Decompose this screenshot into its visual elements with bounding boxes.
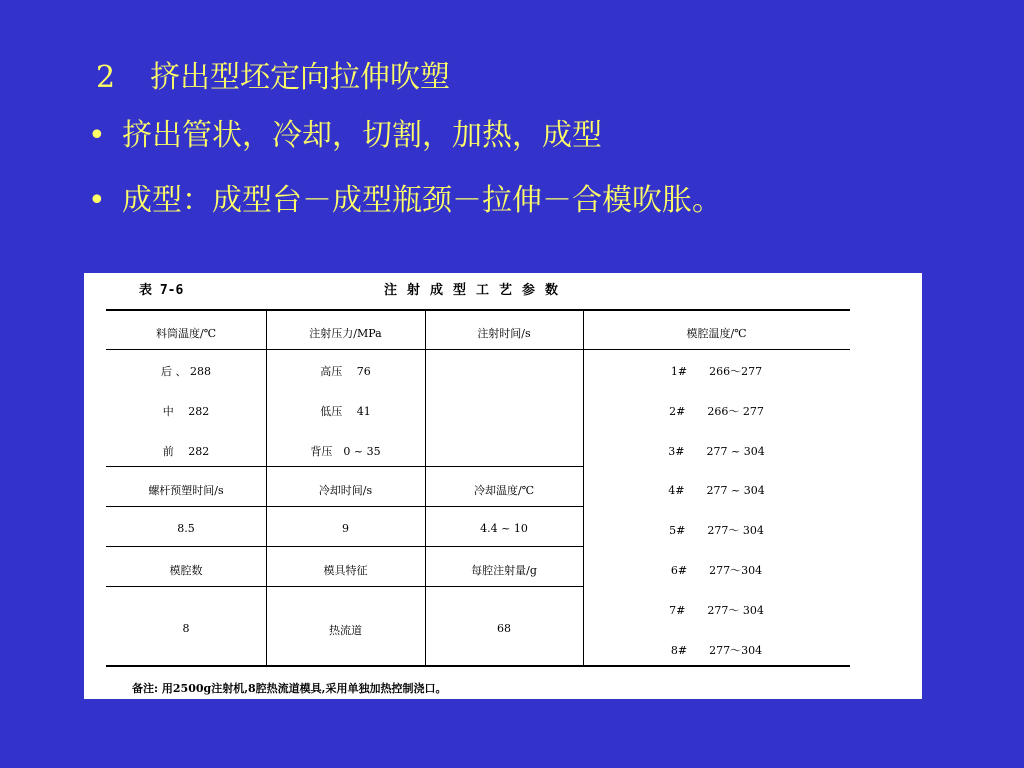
slide-title (96, 52, 450, 96)
table-title: 注射成型工艺参数 (384, 283, 569, 298)
title-number: 2 (96, 60, 116, 95)
bullet-item-1 (88, 110, 602, 154)
table-rule (106, 665, 850, 667)
cavity-temp-7: 7# 277～ 304 (669, 604, 764, 617)
bullet-dot-icon: • (88, 118, 106, 153)
header-shot-per-cavity: 每腔注射量/g (471, 564, 537, 577)
barrel-temp-rear: 后 、 288 (161, 365, 211, 378)
table-rule (106, 466, 583, 467)
header-cavity-count: 模腔数 (169, 564, 203, 577)
table-rule (106, 586, 583, 587)
parameter-table-image (84, 273, 922, 699)
bullet-item-2 (88, 175, 722, 219)
header-cavity-temp: 模腔温度/℃ (686, 327, 747, 340)
value-cavity-count: 8 (182, 622, 190, 635)
header-cooling-time: 冷却时间/s (318, 484, 373, 497)
cavity-temp-2: 2# 266～ 277 (669, 405, 764, 418)
barrel-temp-middle: 中 282 (162, 405, 210, 418)
cavity-temp-6: 6# 277～304 (670, 564, 763, 577)
pressure-low: 低压 41 (320, 405, 371, 418)
cavity-temp-5: 5# 277～ 304 (669, 524, 764, 537)
barrel-temp-front: 前 282 (162, 445, 210, 458)
header-screw-plasticizing-time: 螺杆预塑时间/s (148, 484, 224, 497)
value-cooling-temp: 4.4 ~ 10 (480, 522, 528, 535)
cavity-temp-3: 3# 277 ~ 304 (668, 445, 765, 458)
header-injection-time: 注射时间/s (477, 327, 531, 340)
header-mold-feature: 模具特征 (323, 564, 368, 577)
header-barrel-temp: 料筒温度/℃ (155, 327, 216, 340)
table-rule (106, 506, 583, 507)
header-injection-pressure: 注射压力/MPa (309, 327, 382, 340)
cavity-temp-1: 1# 266～277 (670, 365, 763, 378)
cavity-temp-4: 4# 277 ~ 304 (668, 484, 765, 497)
value-mold-feature: 热流道 (329, 624, 362, 637)
table-note: 备注: 用2500g注射机,8腔热流道模具,采用单独加热控制浇口。 (132, 682, 447, 695)
table-rule (106, 309, 850, 311)
bullet-text-1: 挤出管状，冷却，切割，加热，成型 (122, 118, 602, 153)
header-cooling-temp: 冷却温度/℃ (473, 484, 534, 497)
table-label: 表 7-6 (139, 283, 184, 298)
value-screw-plasticizing-time: 8.5 (177, 522, 195, 535)
table-rule (106, 546, 583, 547)
value-cooling-time: 9 (342, 522, 349, 535)
title-text: 挤出型坯定向拉伸吹塑 (150, 60, 450, 95)
value-shot-per-cavity: 68 (497, 622, 511, 635)
bullet-text-2: 成型：成型台－成型瓶颈－拉伸－合模吹胀。 (122, 183, 722, 218)
cavity-temp-8: 8# 277～304 (670, 644, 763, 657)
pressure-high: 高压 76 (320, 365, 371, 378)
bullet-dot-icon: • (88, 183, 106, 218)
pressure-back: 背压 0 ~ 35 (310, 445, 381, 458)
table-rule (106, 349, 850, 350)
